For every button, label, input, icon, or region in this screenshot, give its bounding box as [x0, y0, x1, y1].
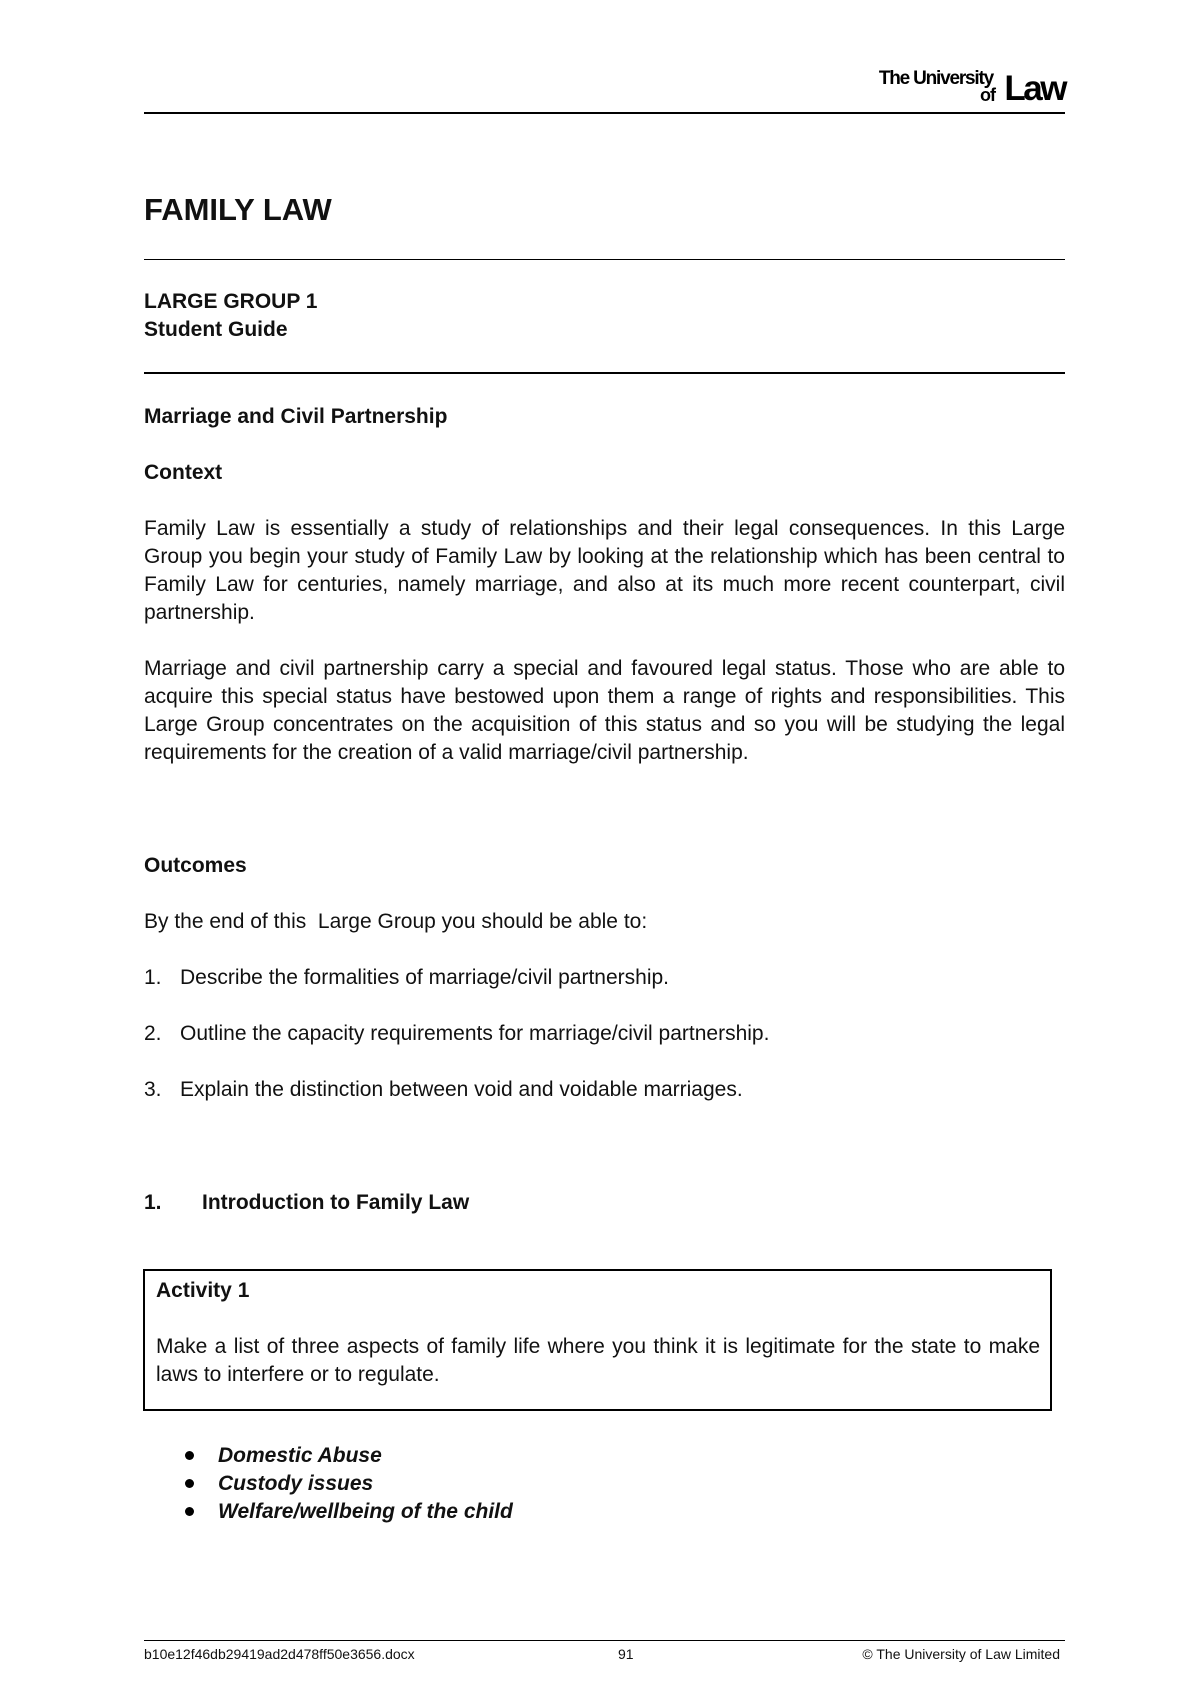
footer-filename: b10e12f46db29419ad2d478ff50e3656.docx — [144, 1646, 415, 1662]
title-divider — [144, 259, 1065, 260]
context-heading: Context — [144, 461, 223, 484]
outcome-text: Outline the capacity requirements for marriage/civil partnership. — [180, 1022, 770, 1045]
outcome-text: Describe the formalities of marriage/civil partnership. — [180, 966, 670, 989]
large-group-label: LARGE GROUP 1 — [144, 290, 318, 313]
logo-text-university: The University — [878, 68, 993, 89]
outcomes-intro: By the end of this Large Group you should be able to: — [144, 910, 648, 933]
activity-title: Activity 1 — [156, 1279, 250, 1302]
logo-text-of: of — [980, 85, 995, 105]
outcomes-heading: Outcomes — [144, 854, 247, 877]
list-item — [183, 1470, 513, 1498]
topic-heading: Marriage and Civil Partnership — [144, 405, 448, 428]
footer-copyright: © The University of Law Limited — [862, 1646, 1060, 1662]
bullet-icon — [185, 1451, 194, 1460]
list-item — [183, 1442, 513, 1470]
list-item-text: Custody issues — [218, 1472, 374, 1495]
logo-text-law: Law — [1004, 69, 1065, 108]
context-paragraph-1: Family Law is essentially a study of relationships and their legal consequences. In this Large Group you begin your study of Family Law by looking at the relationship which has been central to Family Law for centuries, namely marriage, and also at its much more recent counterpart, civil partnership. — [144, 517, 1065, 624]
section-number: 1. — [144, 1191, 162, 1214]
activity-body: Make a list of three aspects of family life where you think it is legitimate for the state to make laws to interfere or to regulate. — [156, 1335, 1040, 1386]
list-item — [183, 1498, 513, 1526]
bullet-icon — [185, 1479, 194, 1488]
section-title: Introduction to Family Law — [202, 1191, 470, 1214]
outcome-text: Explain the distinction between void and voidable marriages. — [180, 1078, 743, 1101]
university-logo — [825, 66, 1065, 110]
answer-list — [183, 1442, 513, 1526]
bullet-icon — [185, 1507, 194, 1516]
list-item-text: Domestic Abuse — [218, 1444, 382, 1467]
outcome-number: 1. — [144, 966, 162, 989]
outcome-number: 2. — [144, 1022, 162, 1045]
footer-page-number: 91 — [618, 1646, 634, 1662]
header-divider — [144, 112, 1065, 114]
subtitle-divider — [144, 372, 1065, 374]
outcome-number: 3. — [144, 1078, 162, 1101]
outcome-item-3 — [144, 1076, 743, 1104]
activity-box — [143, 1269, 1052, 1411]
section-heading-introduction — [144, 1189, 469, 1217]
footer-divider — [144, 1640, 1065, 1641]
context-paragraph-2: Marriage and civil partnership carry a special and favoured legal status. Those who are able to acquire this special status have bestowed upon them a range of rights and responsibilities. This Large Group concentrates on the acquisition of this status and so you will be studying the legal requirements for the creation of a valid marriage/civil partnership. — [144, 657, 1065, 764]
list-item-text: Welfare/wellbeing of the child — [218, 1500, 513, 1523]
outcome-item-1 — [144, 964, 669, 992]
outcome-item-2 — [144, 1020, 769, 1048]
document-title: FAMILY LAW — [144, 192, 332, 227]
student-guide-label: Student Guide — [144, 318, 288, 341]
